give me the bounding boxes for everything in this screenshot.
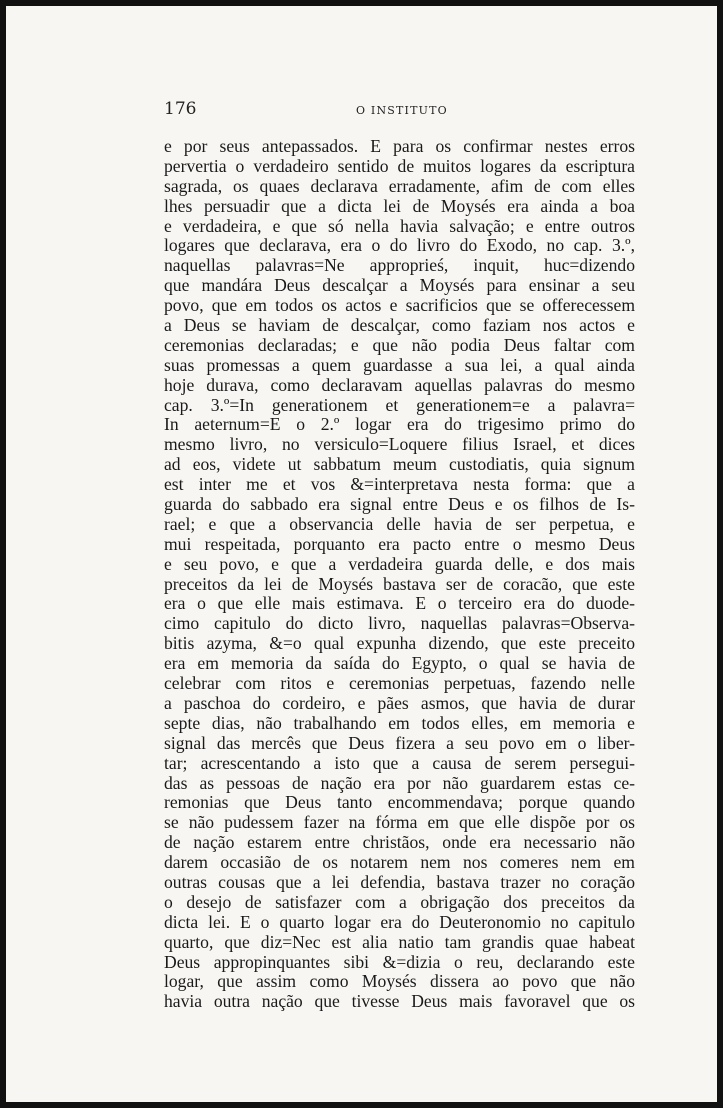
text-line: cimo capitulo do dicto livro, naquellas palavras=Observa-	[164, 613, 635, 634]
text-line: Deus appropinquantes sibi &=dizia o reu, declarando este	[164, 951, 635, 972]
text-line: est inter me et vos &=interpretava nesta forma: que a	[164, 474, 635, 495]
text-line: naquellas palavras=Ne approprieś, inquit, huc=dizendo	[164, 255, 635, 276]
text-line: mesmo livro, no versiculo=Loquere filius Israel, et dices	[164, 434, 635, 455]
running-head: O INSTITUTO	[356, 104, 448, 117]
text-line: guarda do sabbado era signal entre Deus e os filhos de Is-	[164, 494, 635, 515]
text-line: remonias que Deus tanto encommendava; porque quando	[164, 792, 635, 813]
body-text	[164, 137, 635, 1012]
page-header	[164, 99, 645, 123]
text-line: logar, que assim como Moysés dissera ao povo que não	[164, 971, 635, 992]
text-line: outras cousas que a lei defendia, bastava trazer no coração	[164, 871, 635, 892]
text-line: hoje durava, como declaravam aquellas palavras do mesmo	[164, 374, 635, 395]
book-page	[6, 6, 717, 1102]
text-line: septe dias, não trabalhando em todos elles, em memoria e	[164, 712, 635, 733]
text-line: cap. 3.º=In generationem et generationem=e a palavra=	[164, 394, 635, 415]
page-number: 176	[164, 99, 197, 119]
text-line: o desejo de satisfazer com a obrigação dos preceitos da	[164, 891, 635, 912]
text-line: quarto, que diz=Nec est alia natio tam grandis quae habeat	[164, 931, 635, 952]
text-line: logares que declarava, era o do livro do Exodo, no cap. 3.º,	[164, 235, 635, 256]
text-line: sagrada, os quaes declarava erradamente, afim de com elles	[164, 175, 635, 196]
text-line: lhes persuadir que a dicta lei de Moysés era ainda a boa	[164, 195, 635, 216]
text-line: preceitos da lei de Moysés bastava ser de coracão, que este	[164, 573, 635, 594]
text-line: a Deus se haviam de descalçar, como faziam nos actos e	[164, 315, 635, 336]
text-line: pervertia o verdadeiro sentido de muitos logares da escriptura	[164, 155, 635, 176]
text-line: darem occasião de os notarem nem nos comeres nem em	[164, 852, 635, 873]
text-line: mui respeitada, porquanto era pacto entre o mesmo Deus	[164, 533, 635, 554]
text-line: havia outra nação que tivesse Deus mais favoravel que os	[164, 991, 635, 1012]
text-line: e verdadeira, e que só nella havia salvação; e entre outros	[164, 215, 635, 236]
text-line: ad eos, videte ut sabbatum meum custodiatis, quia signum	[164, 454, 635, 475]
text-line: e por seus antepassados. E para os confirmar nestes erros	[164, 136, 635, 156]
text-line: signal das mercês que Deus fizera a seu povo em o liber-	[164, 732, 635, 753]
text-line: tar; acrescentando a isto que a causa de serem persegui-	[164, 752, 635, 773]
text-line: In aeternum=E o 2.º logar era do trigesimo primo do	[164, 414, 635, 435]
text-line: dicta lei. E o quarto logar era do Deuteronomio no capitulo	[164, 911, 635, 932]
text-line: povo, que em todos os actos e sacrificios que se offerecessem	[164, 295, 635, 316]
text-line: era o que elle mais estimava. E o terceiro era do duode-	[164, 593, 635, 614]
text-line: de nação estarem entre christãos, onde era necessario não	[164, 832, 635, 853]
text-line: se não pudessem fazer na fórma em que elle dispõe por os	[164, 812, 635, 833]
text-line: bitis azyma, &=o qual expunha dizendo, que este preceito	[164, 633, 635, 654]
text-line: suas promessas a quem guardasse a sua lei, a qual ainda	[164, 354, 635, 375]
text-line: era em memoria da saída do Egypto, o qual se havia de	[164, 653, 635, 674]
text-line: que mandára Deus descalçar a Moysés para ensinar a seu	[164, 275, 635, 296]
text-line: das as pessoas de nação era por não guardarem estas ce-	[164, 772, 635, 793]
text-line: e seu povo, e que a verdadeira guarda delle, e dos mais	[164, 553, 635, 574]
text-line: a paschoa do cordeiro, e pães asmos, que havia de durar	[164, 692, 635, 713]
text-line: ceremonias declaradas; e que não podia Deus faltar com	[164, 334, 635, 355]
text-line: celebrar com ritos e ceremonias perpetuas, fazendo nelle	[164, 673, 635, 694]
text-line: rael; e que a observancia delle havia de ser perpetua, e	[164, 513, 635, 534]
